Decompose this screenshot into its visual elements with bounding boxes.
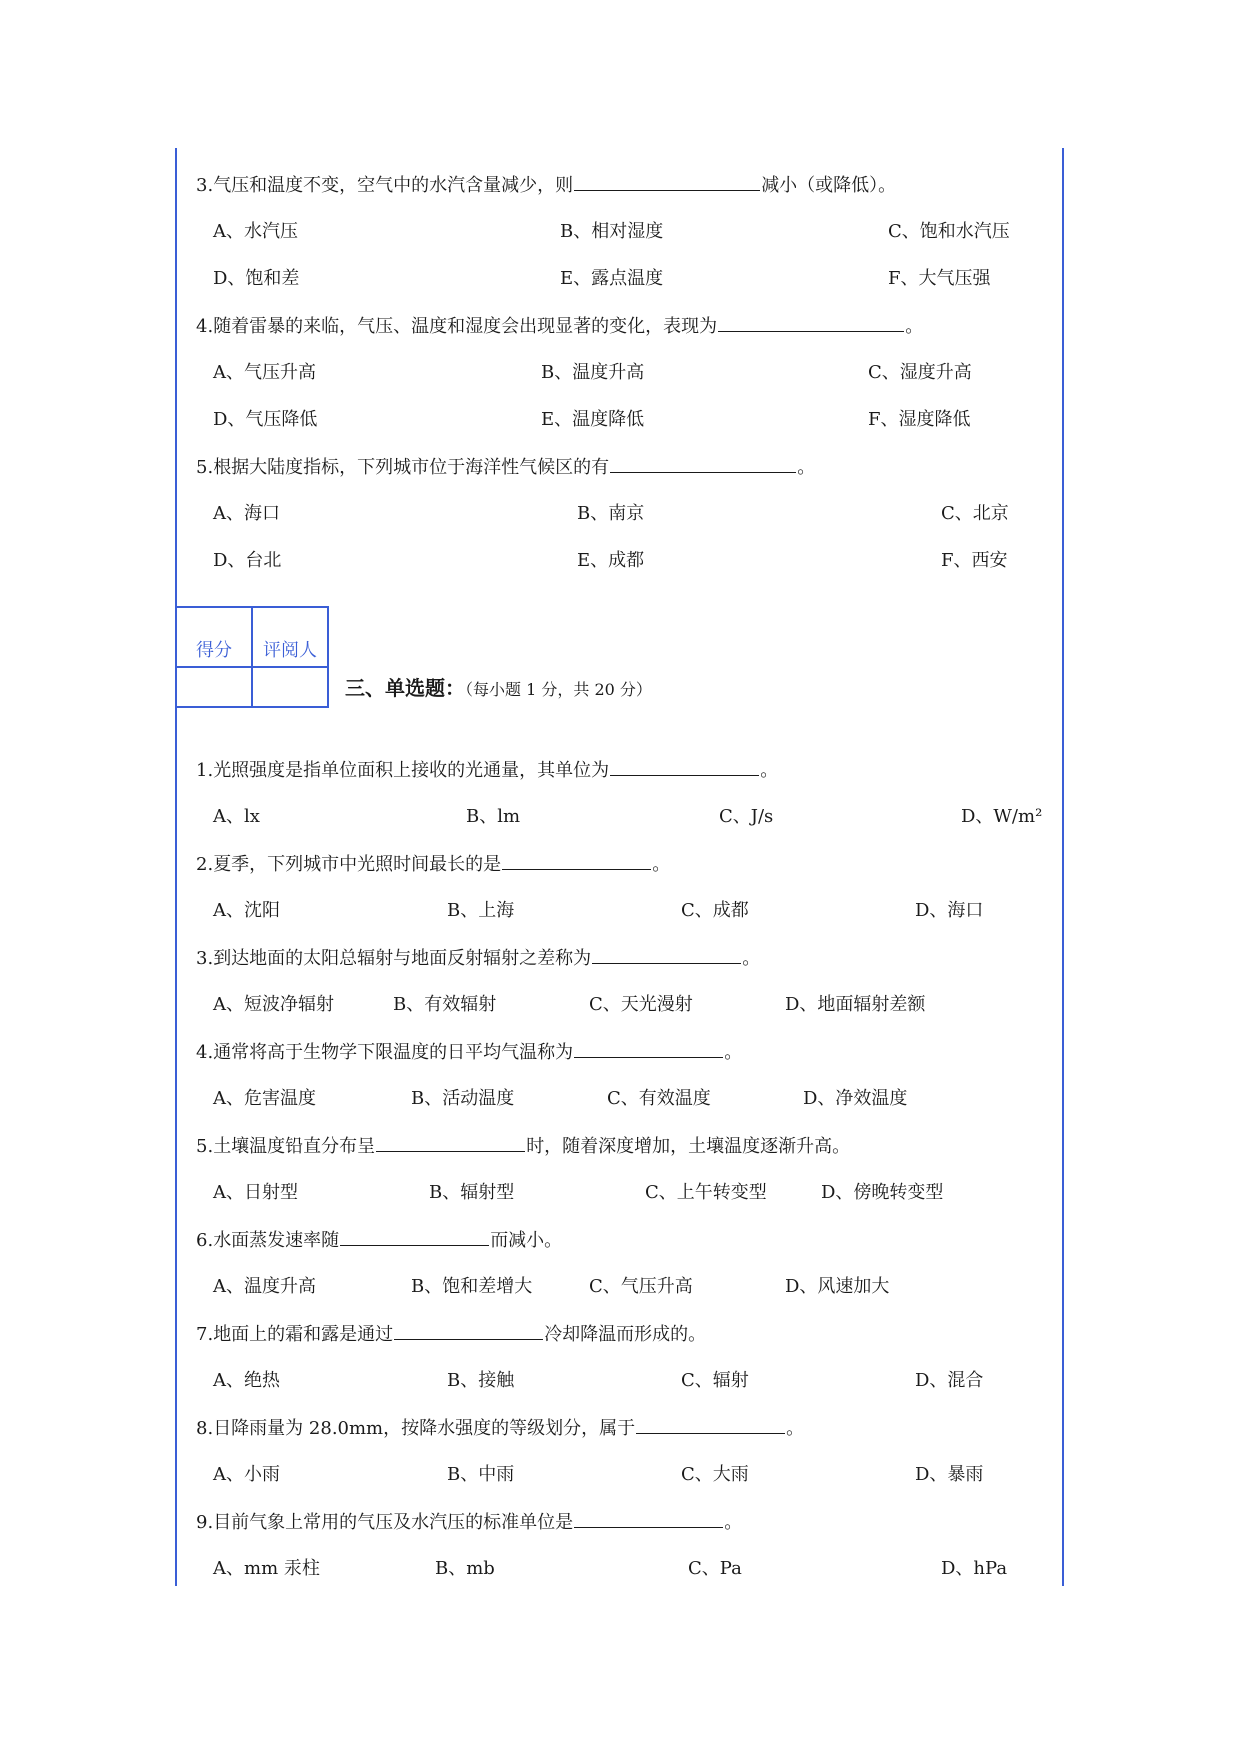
question-text: 光照强度是指单位面积上接收的光通量，其单位为: [213, 760, 610, 781]
question-text: 水面蒸发速率随: [213, 1230, 340, 1251]
question-text: 到达地面的太阳总辐射与地面反射辐射之差称为: [213, 948, 592, 969]
question-text: 日降雨量为 28.0mm，按降水强度的等级划分，属于: [213, 1418, 636, 1439]
option-d[interactable]: D、hPa: [941, 1558, 1008, 1579]
question-number: 3.: [196, 175, 214, 196]
question-4: [196, 315, 923, 338]
option-a[interactable]: A、海口: [213, 503, 280, 524]
option-b[interactable]: B、相对湿度: [560, 221, 664, 242]
option-b[interactable]: B、温度升高: [541, 362, 645, 383]
section-note: （每小题 1 分，共 20 分）: [465, 680, 652, 699]
option-b[interactable]: B、中雨: [447, 1464, 515, 1485]
option-a[interactable]: A、日射型: [213, 1182, 298, 1203]
option-a[interactable]: A、沈阳: [213, 900, 280, 921]
single-question-2: [196, 853, 670, 876]
option-f[interactable]: F、湿度降低: [868, 409, 971, 430]
reviewer-cell[interactable]: [252, 667, 328, 707]
question-3: [196, 174, 896, 197]
score-cell[interactable]: [176, 667, 252, 707]
option-e[interactable]: E、露点温度: [560, 268, 664, 289]
option-d[interactable]: D、气压降低: [213, 409, 318, 430]
question-text-end: 冷却降温而形成的。: [544, 1324, 707, 1345]
option-b[interactable]: B、接触: [447, 1370, 515, 1391]
question-number: 4.: [196, 316, 214, 337]
answer-blank[interactable]: [340, 1229, 489, 1246]
option-d[interactable]: D、台北: [213, 550, 282, 571]
answer-blank[interactable]: [394, 1323, 543, 1340]
option-b[interactable]: B、南京: [577, 503, 645, 524]
option-d[interactable]: D、W/m²: [961, 806, 1043, 827]
option-d[interactable]: D、饱和差: [213, 268, 300, 289]
answer-blank[interactable]: [376, 1135, 525, 1152]
option-c[interactable]: C、J/s: [719, 806, 774, 827]
answer-blank[interactable]: [610, 759, 759, 776]
option-d[interactable]: D、混合: [915, 1370, 984, 1391]
answer-blank[interactable]: [574, 174, 760, 191]
option-c[interactable]: C、有效温度: [607, 1088, 711, 1109]
option-c[interactable]: C、湿度升高: [868, 362, 972, 383]
answer-blank[interactable]: [592, 947, 741, 964]
question-number: 9.: [196, 1512, 214, 1533]
answer-blank[interactable]: [718, 315, 904, 332]
question-text-end: 。: [652, 854, 671, 875]
single-question-7: [196, 1323, 706, 1346]
question-text-end: 。: [724, 1042, 743, 1063]
single-question-3: [196, 947, 760, 970]
question-number: 5.: [196, 1136, 214, 1157]
page-border-right: [1062, 148, 1064, 1586]
question-number: 3.: [196, 948, 214, 969]
option-d[interactable]: D、地面辐射差额: [785, 994, 926, 1015]
question-number: 2.: [196, 854, 214, 875]
question-text-end: 而减小。: [490, 1230, 563, 1251]
single-question-9: [196, 1511, 742, 1534]
answer-blank[interactable]: [574, 1511, 723, 1528]
question-text: 气压和温度不变，空气中的水汽含量减少，则: [213, 175, 574, 196]
option-b[interactable]: B、饱和差增大: [411, 1276, 533, 1297]
option-c[interactable]: C、大雨: [681, 1464, 749, 1485]
answer-blank[interactable]: [636, 1417, 785, 1434]
question-text: 通常将高于生物学下限温度的日平均气温称为: [213, 1042, 574, 1063]
question-text: 随着雷暴的来临，气压、温度和湿度会出现显著的变化，表现为: [213, 316, 718, 337]
answer-blank[interactable]: [574, 1041, 723, 1058]
option-b[interactable]: B、活动温度: [411, 1088, 515, 1109]
question-number: 7.: [196, 1324, 214, 1345]
question-number: 6.: [196, 1230, 214, 1251]
single-question-6: [196, 1229, 562, 1252]
question-text: 土壤温度铅直分布呈: [213, 1136, 376, 1157]
option-d[interactable]: D、傍晚转变型: [821, 1182, 944, 1203]
option-d[interactable]: D、风速加大: [785, 1276, 890, 1297]
option-c[interactable]: C、天光漫射: [589, 994, 693, 1015]
single-question-5: [196, 1135, 850, 1158]
answer-blank[interactable]: [610, 456, 796, 473]
score-table: [175, 606, 329, 708]
question-text-end: 。: [786, 1418, 805, 1439]
question-number: 1.: [196, 760, 214, 781]
question-text-end: 。: [742, 948, 761, 969]
score-header: 得分: [176, 607, 252, 667]
question-text: 地面上的霜和露是通过: [213, 1324, 394, 1345]
option-b[interactable]: B、mb: [435, 1558, 495, 1579]
option-a[interactable]: A、温度升高: [213, 1276, 316, 1297]
question-text-end: 时，随着深度增加，土壤温度逐渐升高。: [526, 1136, 851, 1157]
option-a[interactable]: A、小雨: [213, 1464, 280, 1485]
option-c[interactable]: C、成都: [681, 900, 749, 921]
question-text: 目前气象上常用的气压及水汽压的标准单位是: [213, 1512, 574, 1533]
option-d[interactable]: D、海口: [915, 900, 984, 921]
question-number: 4.: [196, 1042, 214, 1063]
option-b[interactable]: B、lm: [466, 806, 521, 827]
option-a[interactable]: A、绝热: [213, 1370, 280, 1391]
option-a[interactable]: A、危害温度: [213, 1088, 316, 1109]
option-b[interactable]: B、上海: [447, 900, 515, 921]
option-e[interactable]: E、温度降低: [541, 409, 645, 430]
option-a[interactable]: A、mm 汞柱: [213, 1558, 320, 1579]
question-text: 根据大陆度指标，下列城市位于海洋性气候区的有: [213, 457, 610, 478]
question-text: 夏季，下列城市中光照时间最长的是: [213, 854, 502, 875]
option-d[interactable]: D、暴雨: [915, 1464, 984, 1485]
question-number: 5.: [196, 457, 214, 478]
option-a[interactable]: A、气压升高: [213, 362, 316, 383]
section-title: 三、单选题：: [345, 676, 465, 700]
question-5: [196, 456, 815, 479]
option-e[interactable]: E、成都: [577, 550, 645, 571]
answer-blank[interactable]: [502, 853, 651, 870]
option-a[interactable]: A、lx: [213, 806, 260, 827]
question-number: 8.: [196, 1418, 214, 1439]
question-text-end: 。: [797, 457, 816, 478]
option-a[interactable]: A、水汽压: [213, 221, 298, 242]
option-f[interactable]: F、大气压强: [888, 268, 991, 289]
option-d[interactable]: D、净效温度: [803, 1088, 908, 1109]
option-b[interactable]: B、辐射型: [429, 1182, 515, 1203]
option-c[interactable]: C、气压升高: [589, 1276, 693, 1297]
single-question-8: [196, 1417, 804, 1440]
option-c[interactable]: C、上午转变型: [645, 1182, 767, 1203]
option-c[interactable]: C、辐射: [681, 1370, 749, 1391]
question-text-end: 减小（或降低）。: [761, 175, 897, 196]
single-question-1: [196, 759, 778, 782]
reviewer-header: 评阅人: [252, 607, 328, 667]
question-text-end: 。: [905, 316, 924, 337]
option-b[interactable]: B、有效辐射: [393, 994, 497, 1015]
option-c[interactable]: C、Pa: [688, 1558, 742, 1579]
single-question-4: [196, 1041, 742, 1064]
option-a[interactable]: A、短波净辐射: [213, 994, 334, 1015]
option-c[interactable]: C、北京: [941, 503, 1009, 524]
section-heading: [345, 672, 652, 701]
page-border-left: [175, 148, 177, 1586]
question-text-end: 。: [724, 1512, 743, 1533]
option-f[interactable]: F、西安: [941, 550, 1008, 571]
option-c[interactable]: C、饱和水汽压: [888, 221, 1010, 242]
question-text-end: 。: [760, 760, 779, 781]
